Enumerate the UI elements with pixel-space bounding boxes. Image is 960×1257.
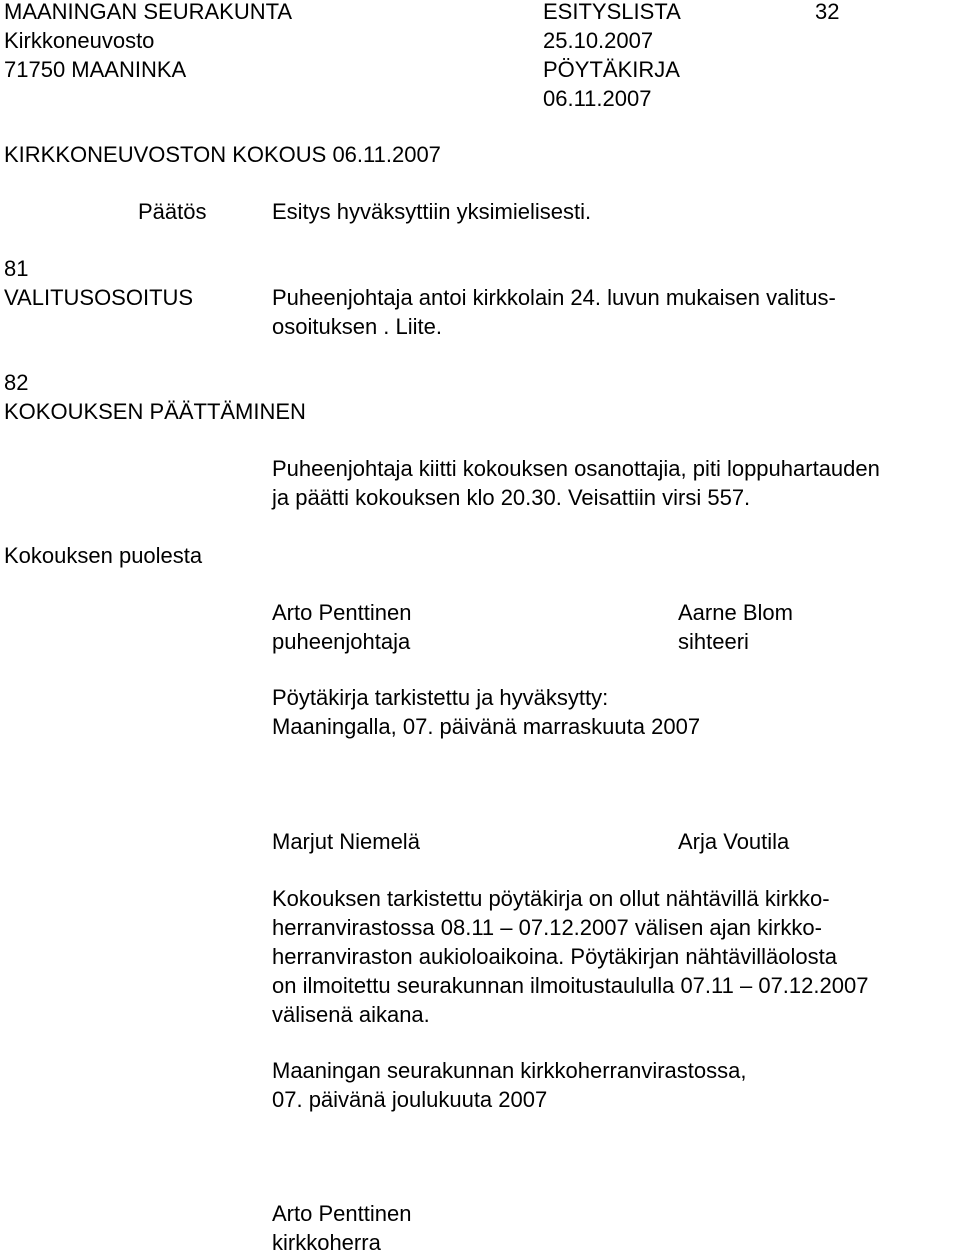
chair-role: puheenjohtaja	[272, 629, 411, 654]
section-82-text-line2: ja päätti kokouksen klo 20.30. Veisattiin virsi 557.	[272, 485, 751, 510]
closing-signer-role: kirkkoherra	[272, 1230, 381, 1255]
secretary-name: Aarne Blom	[678, 600, 793, 625]
notice-line5: välisenä aikana.	[272, 1002, 430, 1027]
closing-signer-name: Arto Penttinen	[272, 1201, 412, 1226]
section-82-text-line1: Puheenjohtaja kiitti kokouksen osanottajia, piti loppuhartauden	[272, 456, 880, 481]
page-number: 32	[815, 0, 840, 24]
address: 71750 MAANINKA	[4, 57, 187, 82]
section-81-text-line2: osoituksen . Liite.	[272, 314, 442, 339]
secretary-role: sihteeri	[678, 629, 749, 654]
section-82-title: KOKOUKSEN PÄÄTTÄMINEN	[4, 399, 306, 424]
section-81-number: 81	[4, 256, 29, 281]
verification-line1: Pöytäkirja tarkistettu ja hyväksytty:	[272, 685, 609, 710]
on-behalf-label: Kokouksen puolesta	[4, 543, 203, 568]
org-name: MAANINGAN SEURAKUNTA	[4, 0, 293, 24]
meeting-title: KIRKKONEUVOSTON KOKOUS 06.11.2007	[4, 142, 441, 167]
minutes-date: 06.11.2007	[543, 86, 652, 111]
section-82-number: 82	[4, 370, 29, 395]
closing-date: 07. päivänä joulukuuta 2007	[272, 1087, 548, 1112]
notice-line1: Kokouksen tarkistettu pöytäkirja on ollut nähtävillä kirkko-	[272, 886, 830, 911]
chair-name: Arto Penttinen	[272, 600, 412, 625]
closing-place: Maaningan seurakunnan kirkkoherranvirastossa,	[272, 1058, 747, 1083]
decision-label: Päätös	[138, 199, 207, 224]
verification-line2: Maaningalla, 07. päivänä marraskuuta 2007	[272, 714, 701, 739]
verifier-1-name: Marjut Niemelä	[272, 829, 420, 854]
agenda-label: ESITYSLISTA	[543, 0, 681, 24]
verifier-2-name: Arja Voutila	[678, 829, 790, 854]
body-name: Kirkkoneuvosto	[4, 28, 155, 53]
section-81-title: VALITUSOSOITUS	[4, 285, 194, 310]
section-81-text-line1: Puheenjohtaja antoi kirkkolain 24. luvun mukaisen valitus-	[272, 285, 836, 310]
agenda-date: 25.10.2007	[543, 28, 654, 53]
notice-line3: herranviraston aukioloaikoina. Pöytäkirjan nähtävilläolosta	[272, 944, 837, 969]
minutes-label: PÖYTÄKIRJA	[543, 57, 680, 82]
decision-text: Esitys hyväksyttiin yksimielisesti.	[272, 199, 592, 224]
notice-line4: on ilmoitettu seurakunnan ilmoitustaululla 07.11 – 07.12.2007	[272, 973, 869, 998]
notice-line2: herranvirastossa 08.11 – 07.12.2007 välisen ajan kirkko-	[272, 915, 822, 940]
